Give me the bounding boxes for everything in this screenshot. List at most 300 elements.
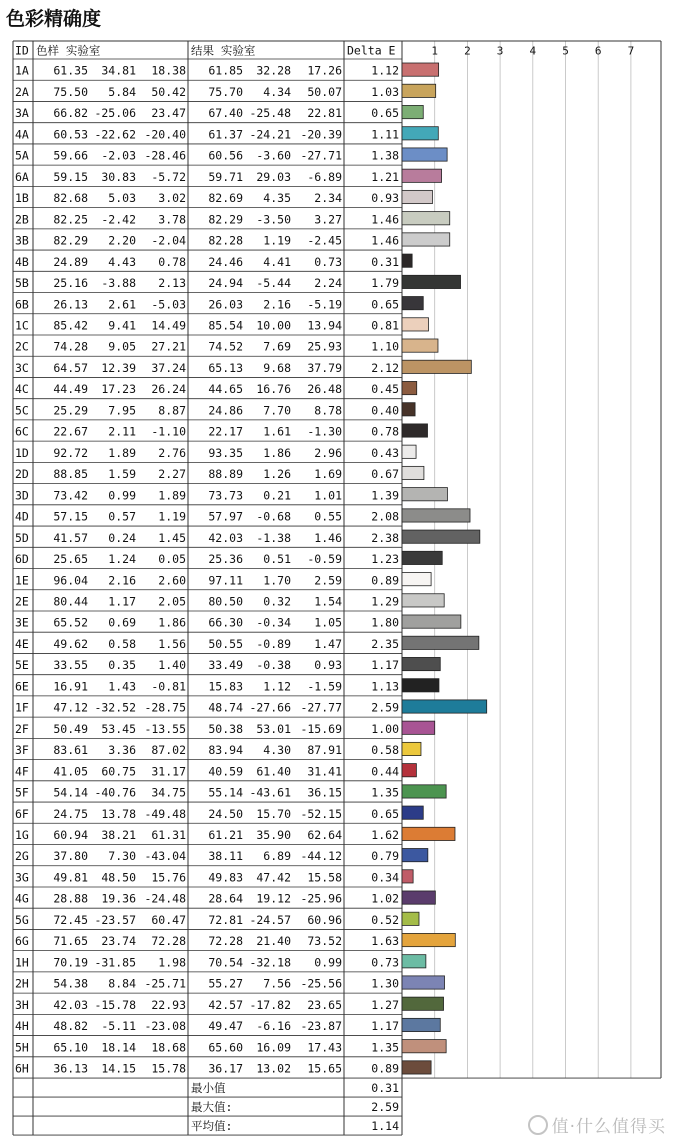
delta-e-label: 0.44 bbox=[371, 764, 399, 779]
result-value: 80.50 bbox=[208, 594, 243, 609]
delta-e-label: 1.03 bbox=[371, 84, 399, 99]
sample-value: 1.89 bbox=[108, 445, 136, 460]
summary-value: 0.31 bbox=[371, 1081, 399, 1096]
sample-value: 72.45 bbox=[53, 912, 88, 927]
watermark-text: 值·什么值得买 bbox=[551, 1117, 666, 1137]
delta-e-bar bbox=[402, 212, 450, 225]
sample-value: 34.75 bbox=[151, 785, 186, 800]
delta-e-bar bbox=[402, 403, 415, 416]
row-id: 2E bbox=[15, 594, 29, 609]
sample-value: 2.05 bbox=[158, 594, 186, 609]
sample-value: 41.57 bbox=[53, 530, 88, 545]
row-id: 2D bbox=[15, 467, 29, 482]
sample-value: 83.61 bbox=[53, 743, 88, 758]
result-value: 16.76 bbox=[256, 382, 291, 397]
result-value: 0.21 bbox=[263, 488, 291, 503]
result-value: 7.69 bbox=[263, 339, 291, 354]
result-value: 42.57 bbox=[208, 997, 243, 1012]
sample-value: 49.81 bbox=[53, 870, 88, 885]
result-value: 40.59 bbox=[208, 764, 243, 779]
result-value: 59.71 bbox=[208, 169, 243, 184]
sample-value: 18.38 bbox=[151, 63, 186, 78]
delta-e-bar bbox=[402, 551, 442, 564]
sample-value: 54.38 bbox=[53, 976, 88, 991]
row-id: 1B bbox=[15, 191, 29, 206]
sample-value: 0.57 bbox=[108, 509, 136, 524]
row-id: 1G bbox=[15, 828, 29, 843]
sample-value: 0.24 bbox=[108, 530, 136, 545]
sample-value: 1.86 bbox=[158, 615, 186, 630]
delta-e-label: 0.45 bbox=[371, 382, 399, 397]
header-result: 结果 实验室 bbox=[191, 43, 256, 58]
delta-e-label: 0.79 bbox=[371, 849, 399, 864]
delta-e-label: 1.62 bbox=[371, 828, 399, 843]
row-id: 2C bbox=[15, 339, 29, 354]
sample-value: 48.82 bbox=[53, 1019, 88, 1034]
result-value: -1.59 bbox=[307, 679, 342, 694]
delta-e-label: 1.46 bbox=[371, 233, 399, 248]
delta-e-bar bbox=[402, 636, 479, 649]
delta-e-bar bbox=[402, 530, 480, 543]
result-value: 66.30 bbox=[208, 615, 243, 630]
sample-value: -0.81 bbox=[151, 679, 186, 694]
result-value: 19.12 bbox=[256, 891, 291, 906]
row-id: 3H bbox=[15, 997, 29, 1012]
row-id: 3G bbox=[15, 870, 29, 885]
sample-value: -32.52 bbox=[94, 700, 136, 715]
delta-e-label: 0.89 bbox=[371, 573, 399, 588]
sample-value: 2.60 bbox=[158, 573, 186, 588]
delta-e-label: 0.78 bbox=[371, 424, 399, 439]
row-id: 4G bbox=[15, 891, 29, 906]
delta-e-label: 1.17 bbox=[371, 658, 399, 673]
delta-e-label: 2.35 bbox=[371, 636, 399, 651]
sample-value: 23.74 bbox=[101, 934, 136, 949]
watermark bbox=[528, 1112, 666, 1137]
result-value: 36.15 bbox=[307, 785, 342, 800]
result-value: 8.78 bbox=[314, 403, 342, 418]
delta-e-label: 0.52 bbox=[371, 912, 399, 927]
delta-e-label: 0.81 bbox=[371, 318, 399, 333]
result-value: 82.28 bbox=[208, 233, 243, 248]
summary-label: 最小值 bbox=[191, 1081, 226, 1096]
result-value: 2.96 bbox=[314, 445, 342, 460]
result-value: 10.00 bbox=[256, 318, 291, 333]
delta-e-bar bbox=[402, 424, 428, 437]
sample-value: 64.57 bbox=[53, 360, 88, 375]
sample-value: 22.93 bbox=[151, 997, 186, 1012]
result-value: -27.71 bbox=[300, 148, 342, 163]
row-id: 1A bbox=[15, 63, 29, 78]
sample-value: 88.85 bbox=[53, 467, 88, 482]
sample-value: 19.36 bbox=[101, 891, 136, 906]
sample-value: -40.76 bbox=[94, 785, 136, 800]
result-value: 60.56 bbox=[208, 148, 243, 163]
result-value: 7.56 bbox=[263, 976, 291, 991]
result-value: -20.39 bbox=[300, 127, 342, 142]
sample-value: 42.03 bbox=[53, 997, 88, 1012]
result-value: 36.17 bbox=[208, 1061, 243, 1076]
row-id: 5B bbox=[15, 276, 29, 291]
sample-value: 5.03 bbox=[108, 191, 136, 206]
delta-e-label: 1.21 bbox=[371, 169, 399, 184]
result-value: 0.51 bbox=[263, 552, 291, 567]
delta-e-label: 1.35 bbox=[371, 785, 399, 800]
result-value: 83.94 bbox=[208, 743, 243, 758]
result-value: 21.40 bbox=[256, 934, 291, 949]
row-id: 6C bbox=[15, 424, 29, 439]
result-value: 0.93 bbox=[314, 658, 342, 673]
result-value: 15.65 bbox=[307, 1061, 342, 1076]
sample-value: 23.47 bbox=[151, 106, 186, 121]
result-value: -1.30 bbox=[307, 424, 342, 439]
delta-e-label: 0.43 bbox=[371, 445, 399, 460]
row-id: 6D bbox=[15, 552, 29, 567]
delta-e-label: 1.30 bbox=[371, 976, 399, 991]
sample-value: 0.69 bbox=[108, 615, 136, 630]
result-value: -2.45 bbox=[307, 233, 342, 248]
sample-value: -2.03 bbox=[101, 148, 136, 163]
delta-e-bar bbox=[402, 105, 423, 118]
result-value: 13.02 bbox=[256, 1061, 291, 1076]
row-id: 3D bbox=[15, 488, 29, 503]
result-value: 0.99 bbox=[314, 955, 342, 970]
result-value: -15.69 bbox=[300, 721, 342, 736]
result-value: 57.97 bbox=[208, 509, 243, 524]
delta-e-bar bbox=[402, 233, 450, 246]
sample-value: -5.72 bbox=[151, 169, 186, 184]
result-value: -52.15 bbox=[300, 806, 342, 821]
row-id: 3E bbox=[15, 615, 29, 630]
sample-value: 61.31 bbox=[151, 828, 186, 843]
sample-value: 80.44 bbox=[53, 594, 88, 609]
result-value: 88.89 bbox=[208, 467, 243, 482]
result-value: 22.17 bbox=[208, 424, 243, 439]
summary-label: 最大值: bbox=[191, 1100, 233, 1115]
delta-e-label: 2.38 bbox=[371, 530, 399, 545]
result-value: -32.18 bbox=[249, 955, 291, 970]
sample-value: 9.41 bbox=[108, 318, 136, 333]
row-id: 5D bbox=[15, 530, 29, 545]
result-value: 61.85 bbox=[208, 63, 243, 78]
result-value: 23.65 bbox=[307, 997, 342, 1012]
sample-value: 24.89 bbox=[53, 254, 88, 269]
result-value: 24.86 bbox=[208, 403, 243, 418]
result-value: 93.35 bbox=[208, 445, 243, 460]
sample-value: 12.39 bbox=[101, 360, 136, 375]
result-value: 50.07 bbox=[307, 84, 342, 99]
sample-value: 34.81 bbox=[101, 63, 136, 78]
sample-value: 85.42 bbox=[53, 318, 88, 333]
result-value: 1.26 bbox=[263, 467, 291, 482]
row-id: 4A bbox=[15, 127, 29, 142]
row-id: 4B bbox=[15, 254, 29, 269]
delta-e-label: 0.58 bbox=[371, 743, 399, 758]
result-value: -23.87 bbox=[300, 1019, 342, 1034]
delta-e-bar bbox=[402, 339, 438, 352]
result-value: 44.65 bbox=[208, 382, 243, 397]
delta-e-label: 1.29 bbox=[371, 594, 399, 609]
sample-value: 59.66 bbox=[53, 148, 88, 163]
row-id: 4H bbox=[15, 1019, 29, 1034]
delta-e-label: 1.46 bbox=[371, 212, 399, 227]
sample-value: 57.15 bbox=[53, 509, 88, 524]
delta-e-label: 1.39 bbox=[371, 488, 399, 503]
delta-e-label: 1.38 bbox=[371, 148, 399, 163]
result-value: 85.54 bbox=[208, 318, 243, 333]
delta-e-bar bbox=[402, 679, 439, 692]
delta-e-bar bbox=[402, 360, 471, 373]
result-value: 73.73 bbox=[208, 488, 243, 503]
sample-value: 1.98 bbox=[158, 955, 186, 970]
delta-e-bar bbox=[402, 1040, 446, 1053]
sample-value: -2.04 bbox=[151, 233, 186, 248]
row-id: 1E bbox=[15, 573, 29, 588]
sample-value: -49.48 bbox=[144, 806, 186, 821]
sample-value: -22.62 bbox=[94, 127, 136, 142]
delta-e-label: 2.59 bbox=[371, 700, 399, 715]
delta-e-label: 2.08 bbox=[371, 509, 399, 524]
sample-value: 36.13 bbox=[53, 1061, 88, 1076]
sample-value: 54.14 bbox=[53, 785, 88, 800]
delta-e-label: 1.13 bbox=[371, 679, 399, 694]
delta-e-bar bbox=[402, 445, 416, 458]
result-value: 25.93 bbox=[307, 339, 342, 354]
result-value: 1.61 bbox=[263, 424, 291, 439]
sample-value: 82.29 bbox=[53, 233, 88, 248]
result-value: 49.47 bbox=[208, 1019, 243, 1034]
row-id: 1D bbox=[15, 445, 29, 460]
result-value: 17.26 bbox=[307, 63, 342, 78]
delta-e-bar bbox=[402, 318, 428, 331]
delta-e-bar bbox=[402, 721, 435, 734]
delta-e-bar bbox=[402, 657, 440, 670]
sample-value: 47.12 bbox=[53, 700, 88, 715]
row-id: 4D bbox=[15, 509, 29, 524]
delta-e-bar bbox=[402, 275, 461, 288]
result-value: -24.57 bbox=[249, 912, 291, 927]
row-id: 4C bbox=[15, 382, 29, 397]
result-value: 3.27 bbox=[314, 212, 342, 227]
row-id: 1C bbox=[15, 318, 29, 333]
result-value: -27.77 bbox=[300, 700, 342, 715]
delta-e-label: 1.11 bbox=[371, 127, 399, 142]
sample-value: 82.68 bbox=[53, 191, 88, 206]
result-value: -0.68 bbox=[256, 509, 291, 524]
sample-value: 60.75 bbox=[101, 764, 136, 779]
sample-value: 1.43 bbox=[108, 679, 136, 694]
sample-value: 18.14 bbox=[101, 1040, 136, 1055]
sample-value: 22.67 bbox=[53, 424, 88, 439]
sample-value: 14.49 bbox=[151, 318, 186, 333]
sample-value: 60.94 bbox=[53, 828, 88, 843]
sample-value: 7.30 bbox=[108, 849, 136, 864]
delta-e-label: 1.17 bbox=[371, 1019, 399, 1034]
result-value: 4.41 bbox=[263, 254, 291, 269]
result-value: 2.16 bbox=[263, 297, 291, 312]
result-value: 24.46 bbox=[208, 254, 243, 269]
result-value: 1.01 bbox=[314, 488, 342, 503]
sample-value: 0.58 bbox=[108, 636, 136, 651]
result-value: 9.68 bbox=[263, 360, 291, 375]
delta-e-label: 1.27 bbox=[371, 997, 399, 1012]
row-id: 5H bbox=[15, 1040, 29, 1055]
result-value: 7.70 bbox=[263, 403, 291, 418]
result-value: 1.70 bbox=[263, 573, 291, 588]
row-id: 6F bbox=[15, 806, 29, 821]
delta-e-label: 1.80 bbox=[371, 615, 399, 630]
delta-e-bar bbox=[402, 254, 412, 267]
result-value: 16.09 bbox=[256, 1040, 291, 1055]
row-id: 6E bbox=[15, 679, 29, 694]
delta-e-bar bbox=[402, 742, 421, 755]
sample-value: 74.28 bbox=[53, 339, 88, 354]
result-value: 62.64 bbox=[307, 828, 342, 843]
delta-e-bar bbox=[402, 169, 442, 182]
delta-e-label: 1.23 bbox=[371, 552, 399, 567]
result-value: -0.89 bbox=[256, 636, 291, 651]
result-value: 15.83 bbox=[208, 679, 243, 694]
row-id: 2G bbox=[15, 849, 29, 864]
sample-value: 73.42 bbox=[53, 488, 88, 503]
sample-value: 1.89 bbox=[158, 488, 186, 503]
sample-value: 49.62 bbox=[53, 636, 88, 651]
result-value: 48.74 bbox=[208, 700, 243, 715]
result-value: 53.01 bbox=[256, 721, 291, 736]
sample-value: 65.10 bbox=[53, 1040, 88, 1055]
sample-value: 28.88 bbox=[53, 891, 88, 906]
row-id: 4E bbox=[15, 636, 29, 651]
result-value: 55.27 bbox=[208, 976, 243, 991]
sample-value: 15.76 bbox=[151, 870, 186, 885]
delta-e-label: 1.02 bbox=[371, 891, 399, 906]
summary-value: 2.59 bbox=[371, 1100, 399, 1115]
sample-value: 13.78 bbox=[101, 806, 136, 821]
result-value: -0.59 bbox=[307, 552, 342, 567]
result-value: -5.19 bbox=[307, 297, 342, 312]
sample-value: 38.21 bbox=[101, 828, 136, 843]
delta-e-bar bbox=[402, 127, 438, 140]
sample-value: 82.25 bbox=[53, 212, 88, 227]
result-value: 28.64 bbox=[208, 891, 243, 906]
delta-e-label: 0.93 bbox=[371, 191, 399, 206]
row-id: 6B bbox=[15, 297, 29, 312]
delta-e-bar bbox=[402, 891, 435, 904]
sample-value: 50.42 bbox=[151, 84, 186, 99]
result-value: 15.70 bbox=[256, 806, 291, 821]
sample-value: 44.49 bbox=[53, 382, 88, 397]
result-value: 82.29 bbox=[208, 212, 243, 227]
sample-value: -5.11 bbox=[101, 1019, 136, 1034]
sample-value: 18.68 bbox=[151, 1040, 186, 1055]
result-value: -43.61 bbox=[249, 785, 291, 800]
delta-e-bar bbox=[402, 912, 419, 925]
delta-e-label: 0.40 bbox=[371, 403, 399, 418]
delta-e-label: 0.65 bbox=[371, 106, 399, 121]
sample-value: -25.06 bbox=[94, 106, 136, 121]
row-id: 2A bbox=[15, 84, 29, 99]
result-value: -1.38 bbox=[256, 530, 291, 545]
result-value: 38.11 bbox=[208, 849, 243, 864]
x-tick-label: 7 bbox=[627, 44, 635, 58]
delta-e-bar bbox=[402, 488, 447, 501]
result-value: 49.83 bbox=[208, 870, 243, 885]
delta-e-label: 1.10 bbox=[371, 339, 399, 354]
delta-e-bar bbox=[402, 827, 455, 840]
delta-e-bar bbox=[402, 933, 455, 946]
sample-value: 31.17 bbox=[151, 764, 186, 779]
sample-value: -23.08 bbox=[144, 1019, 186, 1034]
delta-e-label: 1.00 bbox=[371, 721, 399, 736]
sample-value: 25.29 bbox=[53, 403, 88, 418]
delta-e-bar bbox=[402, 1018, 440, 1031]
result-value: 1.05 bbox=[314, 615, 342, 630]
result-value: 0.55 bbox=[314, 509, 342, 524]
delta-e-bar bbox=[402, 764, 416, 777]
delta-e-label: 0.65 bbox=[371, 806, 399, 821]
sample-value: 9.05 bbox=[108, 339, 136, 354]
result-value: 1.86 bbox=[263, 445, 291, 460]
delta-e-bar bbox=[402, 806, 423, 819]
result-value: -44.12 bbox=[300, 849, 342, 864]
result-value: 4.35 bbox=[263, 191, 291, 206]
result-value: -27.66 bbox=[249, 700, 291, 715]
row-id: 3C bbox=[15, 360, 29, 375]
header-id: ID bbox=[15, 43, 29, 58]
sample-value: 65.52 bbox=[53, 615, 88, 630]
row-id: 4F bbox=[15, 764, 29, 779]
sample-value: -3.88 bbox=[101, 276, 136, 291]
sample-value: 27.21 bbox=[151, 339, 186, 354]
result-value: 42.03 bbox=[208, 530, 243, 545]
result-value: 61.21 bbox=[208, 828, 243, 843]
header-delta-e: Delta E bbox=[347, 43, 396, 58]
sample-value: -13.55 bbox=[144, 721, 186, 736]
result-value: -3.50 bbox=[256, 212, 291, 227]
delta-e-label: 1.12 bbox=[371, 63, 399, 78]
result-value: -0.34 bbox=[256, 615, 291, 630]
result-value: -24.21 bbox=[249, 127, 291, 142]
delta-e-bar bbox=[402, 509, 470, 522]
result-value: 4.34 bbox=[263, 84, 291, 99]
x-tick-label: 3 bbox=[496, 44, 504, 58]
result-value: 0.32 bbox=[263, 594, 291, 609]
result-value: 65.60 bbox=[208, 1040, 243, 1055]
result-value: 24.94 bbox=[208, 276, 243, 291]
sample-value: 1.19 bbox=[158, 509, 186, 524]
delta-e-bar bbox=[402, 849, 428, 862]
sample-value: 26.13 bbox=[53, 297, 88, 312]
sample-value: -24.48 bbox=[144, 891, 186, 906]
result-value: 24.50 bbox=[208, 806, 243, 821]
sample-value: 5.84 bbox=[108, 84, 136, 99]
row-id: 6A bbox=[15, 169, 29, 184]
sample-value: 8.84 bbox=[108, 976, 136, 991]
delta-e-label: 0.34 bbox=[371, 870, 399, 885]
sample-value: 4.43 bbox=[108, 254, 136, 269]
result-value: 1.12 bbox=[263, 679, 291, 694]
sample-value: 66.82 bbox=[53, 106, 88, 121]
sample-value: -28.46 bbox=[144, 148, 186, 163]
delta-e-bar bbox=[402, 700, 487, 713]
result-value: 72.81 bbox=[208, 912, 243, 927]
sample-value: 0.05 bbox=[158, 552, 186, 567]
result-value: -17.82 bbox=[249, 997, 291, 1012]
delta-e-bar bbox=[402, 785, 446, 798]
delta-e-bar bbox=[402, 84, 436, 97]
result-value: -6.16 bbox=[256, 1019, 291, 1034]
delta-e-label: 0.65 bbox=[371, 297, 399, 312]
